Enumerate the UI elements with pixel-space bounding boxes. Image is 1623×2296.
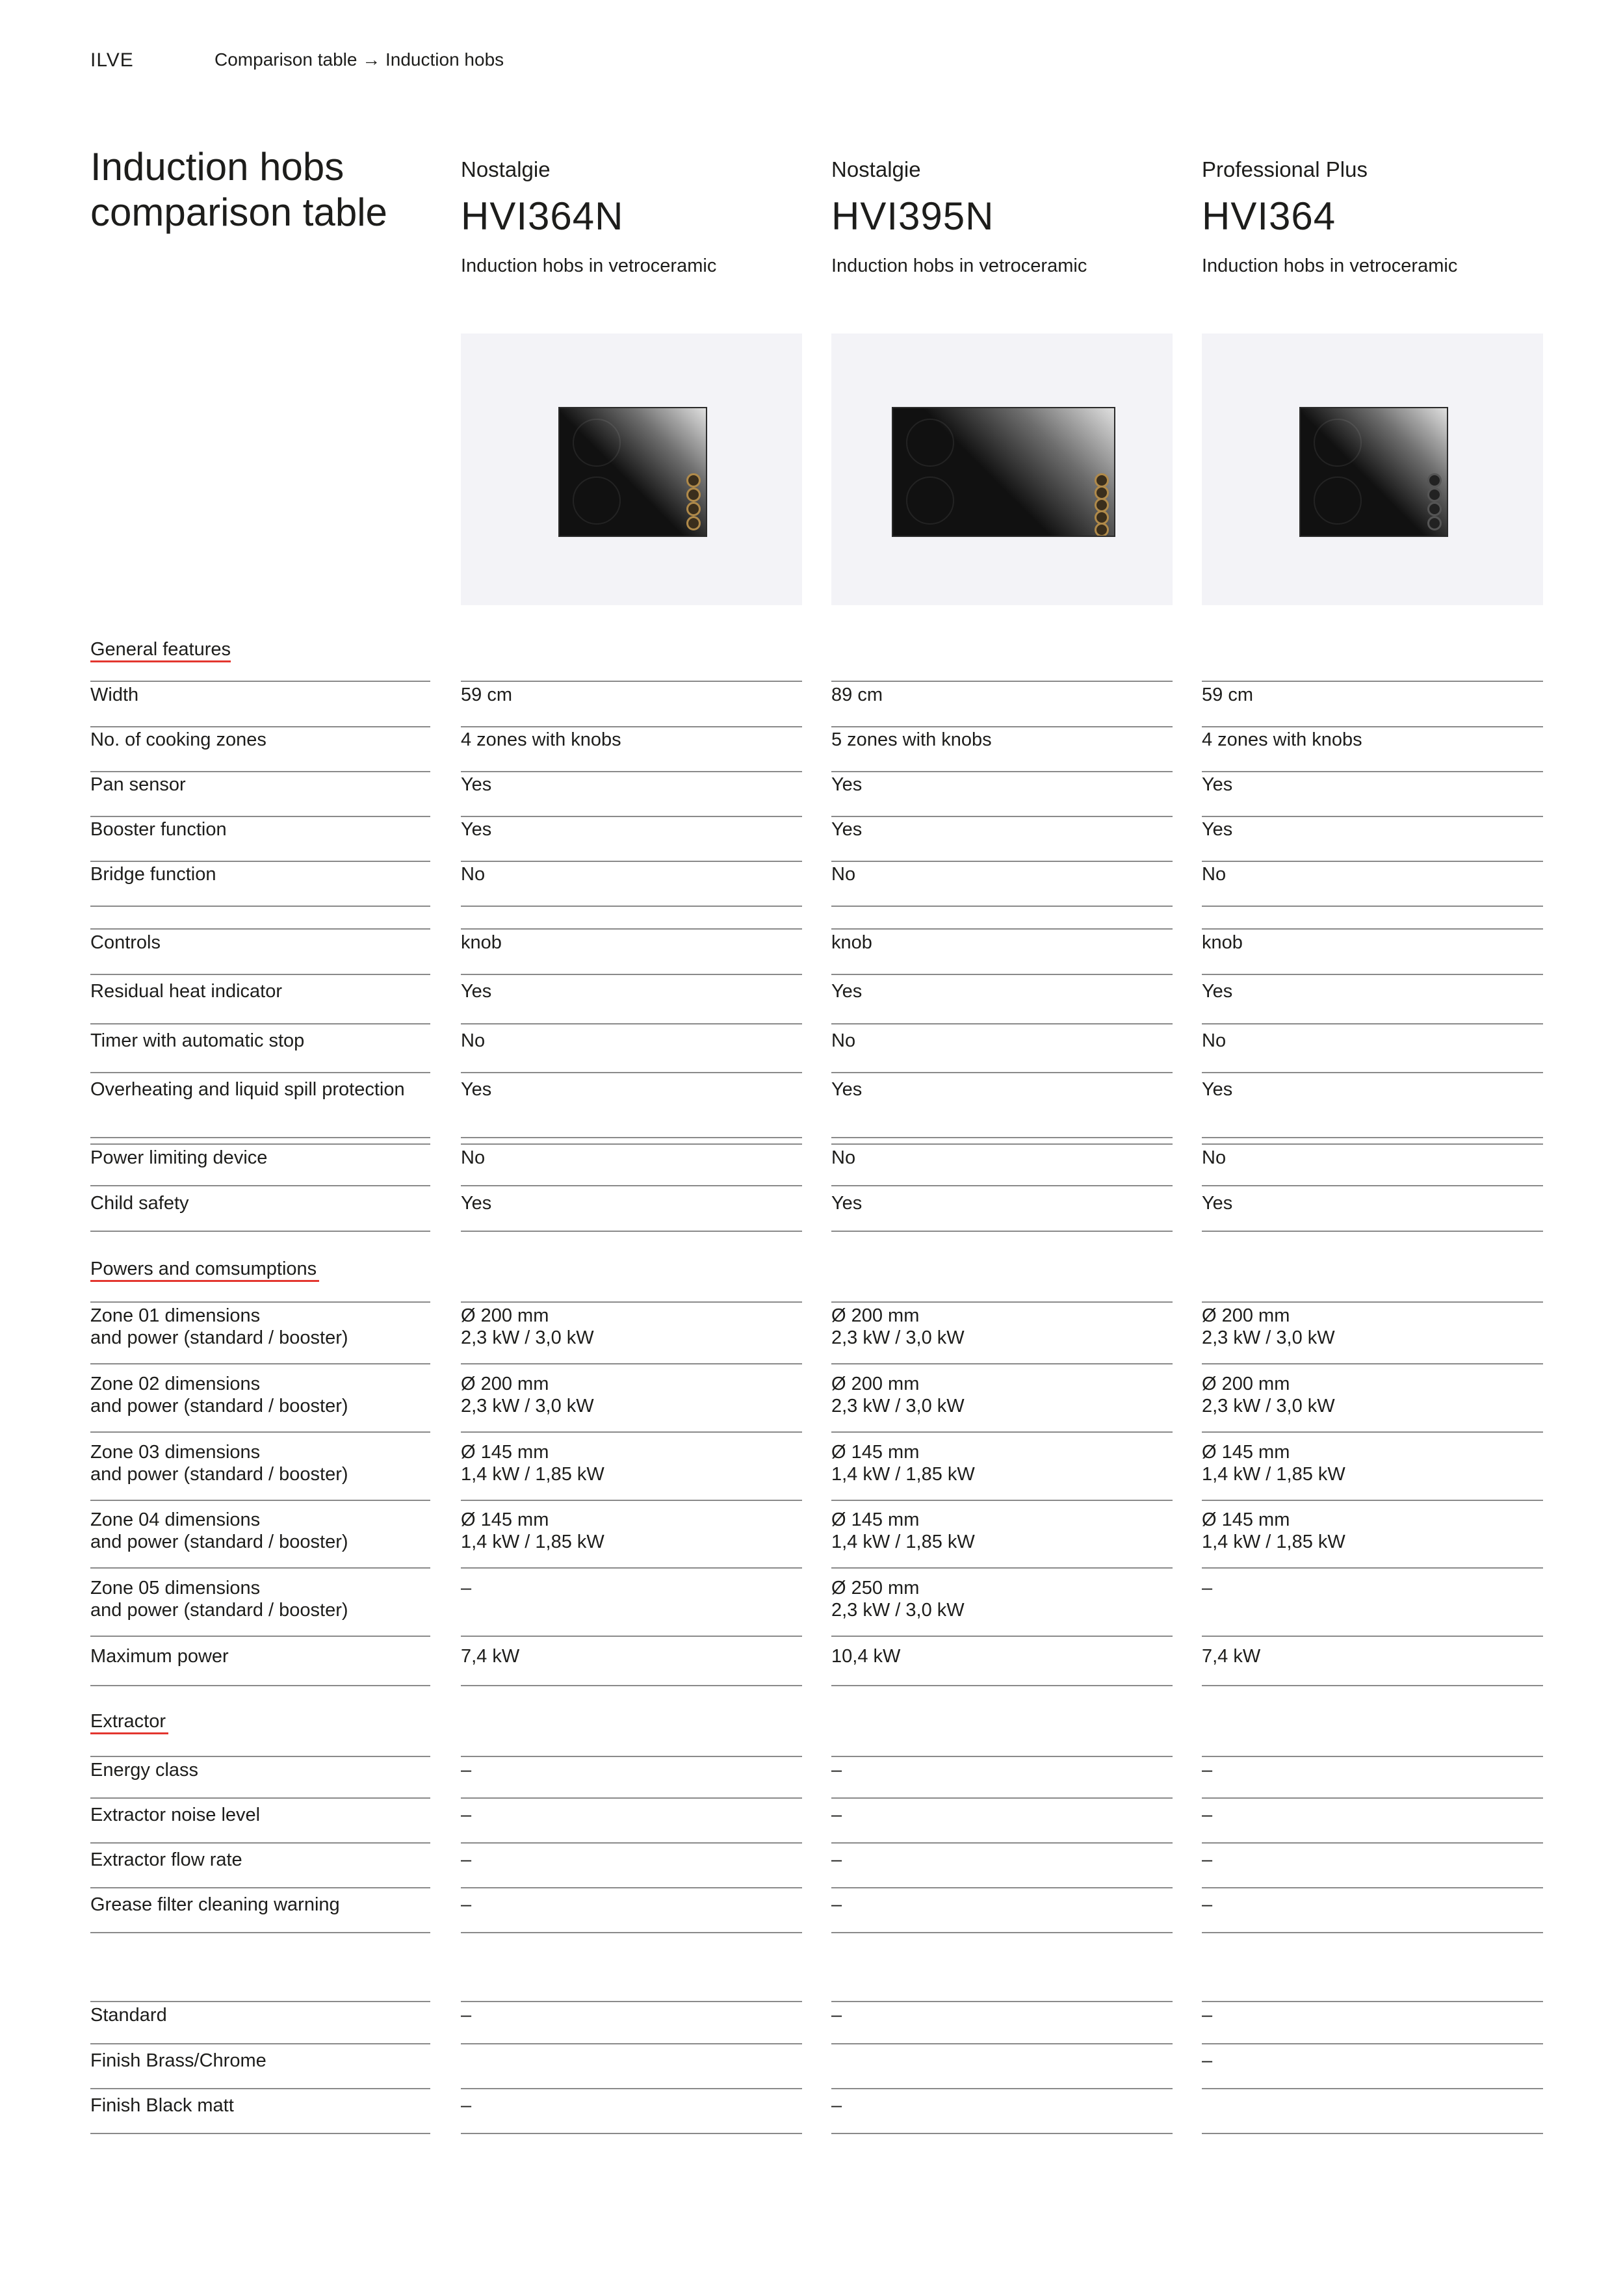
row-divider [831, 2001, 1173, 2002]
row-divider [90, 2088, 430, 2089]
row-divider [831, 906, 1173, 907]
control-knob-icon [686, 516, 701, 530]
table-cell: – [461, 1578, 472, 1598]
table-cell: Yes [831, 774, 863, 795]
table-cell: Yes [831, 1079, 863, 1100]
row-divider [461, 1431, 802, 1433]
row-divider [1202, 928, 1543, 930]
row-divider [1202, 1431, 1543, 1433]
section-underline [90, 1280, 319, 1282]
table-cell: Yes [461, 774, 492, 795]
row-divider [1202, 1797, 1543, 1799]
row-divider [90, 1363, 430, 1364]
row-divider [831, 1567, 1173, 1569]
table-cell: knob [1202, 932, 1243, 953]
table-cell: – [1202, 1760, 1213, 1781]
row-divider [831, 2043, 1173, 2044]
table-cell: – [461, 2005, 472, 2026]
cooking-zone-icon [573, 476, 621, 525]
control-knob-icon [1427, 488, 1442, 502]
product-description: Induction hobs in vetroceramic [831, 255, 1087, 276]
cooking-zone-icon [1314, 476, 1362, 525]
control-knob-icon [1427, 516, 1442, 530]
product-model: HVI364 [1202, 194, 1336, 238]
section-underline [90, 660, 231, 662]
row-divider [831, 1431, 1173, 1433]
table-cell: – [1202, 2050, 1213, 2071]
row-label: Grease filter cleaning warning [90, 1894, 340, 1915]
row-divider [461, 1685, 802, 1686]
row-divider [1202, 1932, 1543, 1933]
table-cell: Ø 145 mm 1,4 kW / 1,85 kW [1202, 1442, 1345, 1485]
table-cell: Yes [461, 1079, 492, 1100]
table-cell: – [831, 1894, 842, 1915]
page-title-line2: comparison table [90, 190, 387, 234]
row-label: Residual heat indicator [90, 981, 283, 1002]
product-description: Induction hobs in vetroceramic [1202, 255, 1458, 276]
row-divider [90, 1636, 430, 1637]
row-divider [90, 1431, 430, 1433]
control-knob-icon [686, 488, 701, 502]
table-cell: Yes [831, 1193, 863, 1214]
control-knob-icon [686, 502, 701, 516]
row-divider [831, 681, 1173, 682]
row-divider [461, 1301, 802, 1303]
row-divider [1202, 861, 1543, 862]
row-label: Child safety [90, 1193, 189, 1214]
table-cell: Yes [1202, 1079, 1233, 1100]
table-cell: – [831, 1849, 842, 1870]
table-cell: knob [831, 932, 872, 953]
row-divider [461, 928, 802, 930]
table-cell: No [461, 1147, 486, 1168]
table-cell: Ø 200 mm 2,3 kW / 3,0 kW [461, 1374, 594, 1416]
table-cell: Ø 200 mm 2,3 kW / 3,0 kW [831, 1374, 965, 1416]
row-divider [90, 681, 430, 682]
row-divider [831, 928, 1173, 930]
row-divider [831, 1023, 1173, 1024]
table-cell: Yes [1202, 774, 1233, 795]
row-divider [1202, 974, 1543, 975]
induction-hob-illustration [892, 407, 1115, 537]
table-cell: No [831, 864, 856, 885]
table-cell: – [831, 1805, 842, 1825]
table-cell: No [1202, 1030, 1227, 1051]
row-divider [831, 1143, 1173, 1145]
table-cell: – [461, 1805, 472, 1825]
table-cell: Yes [1202, 981, 1233, 1002]
cooking-zone-icon [1314, 419, 1362, 467]
row-divider [90, 1932, 430, 1933]
row-divider [831, 726, 1173, 727]
product-image [1202, 333, 1543, 605]
breadcrumb[interactable]: Comparison table → Induction hobs [214, 49, 504, 70]
table-cell: Ø 145 mm 1,4 kW / 1,85 kW [461, 1442, 604, 1485]
page-title [90, 144, 454, 235]
table-cell: No [461, 864, 486, 885]
brand-logo: ILVE [90, 49, 134, 71]
row-divider [1202, 2133, 1543, 2134]
row-divider [1202, 1500, 1543, 1501]
row-divider [831, 1072, 1173, 1073]
row-divider [461, 2133, 802, 2134]
row-label: Booster function [90, 819, 227, 840]
table-cell: Ø 200 mm 2,3 kW / 3,0 kW [831, 1305, 965, 1348]
table-cell: – [831, 2095, 842, 2116]
row-divider [90, 1797, 430, 1799]
section-heading: Powers and comsumptions [90, 1259, 317, 1279]
induction-hob-illustration [1299, 407, 1448, 537]
row-divider [90, 974, 430, 975]
row-label: Bridge function [90, 864, 216, 885]
row-label: Timer with automatic stop [90, 1030, 305, 1051]
cooking-zone-icon [573, 419, 621, 467]
table-cell: No [1202, 864, 1227, 885]
table-cell: Yes [461, 819, 492, 840]
table-cell: Yes [461, 1193, 492, 1214]
row-divider [831, 1301, 1173, 1303]
row-divider [461, 1500, 802, 1501]
table-cell: 7,4 kW [461, 1646, 520, 1667]
table-cell: – [461, 1849, 472, 1870]
product-model: HVI395N [831, 194, 994, 238]
row-divider [461, 906, 802, 907]
row-divider [461, 1072, 802, 1073]
cooking-zone-icon [906, 476, 954, 525]
table-cell: 7,4 kW [1202, 1646, 1261, 1667]
section-underline [90, 1732, 168, 1734]
row-divider [90, 1887, 430, 1888]
row-divider [90, 726, 430, 727]
row-divider [1202, 1636, 1543, 1637]
row-divider [1202, 2043, 1543, 2044]
table-cell: 59 cm [461, 685, 512, 705]
row-divider [90, 1185, 430, 1186]
row-divider [461, 861, 802, 862]
table-cell: Ø 145 mm 1,4 kW / 1,85 kW [1202, 1509, 1345, 1552]
row-divider [90, 2043, 430, 2044]
product-series: Nostalgie [461, 157, 551, 181]
table-cell: Ø 145 mm 1,4 kW / 1,85 kW [461, 1509, 604, 1552]
table-cell: – [1202, 1578, 1213, 1598]
row-divider [90, 1143, 430, 1145]
row-divider [461, 1636, 802, 1637]
cooking-zone-icon [906, 419, 954, 467]
section-heading: General features [90, 639, 231, 660]
row-divider [1202, 1842, 1543, 1844]
row-label: Extractor flow rate [90, 1849, 242, 1870]
row-label: Zone 04 dimensions and power (standard / booster) [90, 1509, 348, 1552]
row-divider [1202, 816, 1543, 817]
table-cell: Yes [1202, 819, 1233, 840]
row-divider [1202, 1185, 1543, 1186]
control-knob-icon [1095, 523, 1109, 537]
control-knob-icon [1427, 473, 1442, 488]
row-divider [90, 1023, 430, 1024]
row-divider [831, 771, 1173, 772]
table-cell: – [831, 1760, 842, 1781]
row-divider [1202, 906, 1543, 907]
row-divider [1202, 1756, 1543, 1757]
row-label: Zone 05 dimensions and power (standard / booster) [90, 1578, 348, 1621]
row-divider [831, 1363, 1173, 1364]
row-divider [831, 2088, 1173, 2089]
row-divider [831, 1756, 1173, 1757]
product-image [461, 333, 802, 605]
row-divider [831, 974, 1173, 975]
row-divider [1202, 2088, 1543, 2089]
row-label: Standard [90, 2005, 167, 2026]
row-divider [461, 816, 802, 817]
row-divider [90, 1842, 430, 1844]
table-cell: 4 zones with knobs [461, 729, 621, 750]
row-divider [461, 1185, 802, 1186]
row-divider [461, 2001, 802, 2002]
row-divider [90, 1685, 430, 1686]
row-divider [90, 2133, 430, 2134]
row-divider [90, 906, 430, 907]
row-label: Zone 02 dimensions and power (standard / booster) [90, 1374, 348, 1416]
table-cell: – [461, 1894, 472, 1915]
row-divider [1202, 1685, 1543, 1686]
row-divider [90, 1231, 430, 1232]
row-divider [461, 1143, 802, 1145]
table-cell: Yes [831, 981, 863, 1002]
table-cell: Yes [1202, 1193, 1233, 1214]
product-series: Nostalgie [831, 157, 921, 181]
row-divider [831, 1185, 1173, 1186]
row-divider [90, 1072, 430, 1073]
table-cell: Ø 200 mm 2,3 kW / 3,0 kW [461, 1305, 594, 1348]
row-divider [461, 2043, 802, 2044]
row-divider [831, 1500, 1173, 1501]
induction-hob-illustration [558, 407, 707, 537]
row-divider [90, 1500, 430, 1501]
row-label: Power limiting device [90, 1147, 268, 1168]
row-divider [461, 1363, 802, 1364]
row-divider [461, 1932, 802, 1933]
row-divider [831, 1932, 1173, 1933]
row-divider [461, 1756, 802, 1757]
row-label: Finish Black matt [90, 2095, 234, 2116]
table-cell: 10,4 kW [831, 1646, 901, 1667]
row-label: Maximum power [90, 1646, 229, 1667]
row-label: Zone 01 dimensions and power (standard / booster) [90, 1305, 348, 1348]
product-series: Professional Plus [1202, 157, 1368, 181]
row-divider [1202, 1072, 1543, 1073]
row-divider [90, 771, 430, 772]
table-cell: – [831, 2005, 842, 2026]
table-cell: knob [461, 932, 502, 953]
row-divider [1202, 1143, 1543, 1145]
product-model: HVI364N [461, 194, 624, 238]
table-cell: No [1202, 1147, 1227, 1168]
table-cell: – [1202, 1805, 1213, 1825]
row-divider [831, 1685, 1173, 1686]
table-cell: 89 cm [831, 685, 883, 705]
table-cell: Ø 200 mm 2,3 kW / 3,0 kW [1202, 1305, 1335, 1348]
row-divider [1202, 1137, 1543, 1138]
row-divider [461, 1023, 802, 1024]
row-divider [90, 816, 430, 817]
row-label: Finish Brass/Chrome [90, 2050, 266, 2071]
row-divider [461, 1842, 802, 1844]
table-cell: 59 cm [1202, 685, 1253, 705]
row-label: Controls [90, 932, 161, 953]
table-cell: Ø 250 mm 2,3 kW / 3,0 kW [831, 1578, 965, 1621]
row-divider [831, 1797, 1173, 1799]
row-divider [831, 1887, 1173, 1888]
row-label: Width [90, 685, 139, 705]
table-cell: Ø 145 mm 1,4 kW / 1,85 kW [831, 1442, 975, 1485]
table-cell: – [1202, 2005, 1213, 2026]
row-divider [1202, 1363, 1543, 1364]
table-cell: No [831, 1030, 856, 1051]
row-label: Extractor noise level [90, 1805, 261, 1825]
table-cell: Yes [831, 819, 863, 840]
row-divider [461, 726, 802, 727]
table-cell: Yes [461, 981, 492, 1002]
row-divider [831, 2133, 1173, 2134]
row-divider [461, 974, 802, 975]
row-divider [831, 861, 1173, 862]
row-divider [1202, 771, 1543, 772]
row-divider [90, 928, 430, 930]
table-cell: Ø 200 mm 2,3 kW / 3,0 kW [1202, 1374, 1335, 1416]
row-label: Pan sensor [90, 774, 186, 795]
row-label: Energy class [90, 1760, 199, 1781]
page-title-line1: Induction hobs [90, 145, 344, 189]
row-divider [90, 1567, 430, 1569]
row-divider [90, 861, 430, 862]
row-divider [1202, 726, 1543, 727]
table-cell: – [461, 2095, 472, 2116]
row-divider [461, 1137, 802, 1138]
row-divider [1202, 1023, 1543, 1024]
table-cell: No [461, 1030, 486, 1051]
row-label: No. of cooking zones [90, 729, 266, 750]
row-divider [831, 816, 1173, 817]
row-divider [90, 1301, 430, 1303]
row-divider [831, 1137, 1173, 1138]
row-divider [461, 771, 802, 772]
product-description: Induction hobs in vetroceramic [461, 255, 717, 276]
table-cell: 4 zones with knobs [1202, 729, 1362, 750]
row-divider [1202, 1567, 1543, 1569]
row-divider [90, 1137, 430, 1138]
row-divider [90, 2001, 430, 2002]
row-label: Overheating and liquid spill protection [90, 1079, 405, 1100]
table-cell: – [461, 1760, 472, 1781]
row-divider [90, 1756, 430, 1757]
table-cell: – [1202, 1849, 1213, 1870]
row-divider [461, 681, 802, 682]
section-heading: Extractor [90, 1711, 166, 1732]
table-cell: No [831, 1147, 856, 1168]
table-cell: Ø 145 mm 1,4 kW / 1,85 kW [831, 1509, 975, 1552]
row-divider [461, 1567, 802, 1569]
row-divider [831, 1842, 1173, 1844]
row-divider [1202, 2001, 1543, 2002]
control-knob-icon [1427, 502, 1442, 516]
row-divider [831, 1231, 1173, 1232]
row-label: Zone 03 dimensions and power (standard / booster) [90, 1442, 348, 1485]
control-knob-icon [686, 473, 701, 488]
row-divider [831, 1636, 1173, 1637]
row-divider [1202, 1887, 1543, 1888]
row-divider [461, 1887, 802, 1888]
table-cell: – [1202, 1894, 1213, 1915]
table-cell: 5 zones with knobs [831, 729, 992, 750]
row-divider [461, 1797, 802, 1799]
row-divider [1202, 681, 1543, 682]
row-divider [461, 2088, 802, 2089]
row-divider [1202, 1231, 1543, 1232]
product-image [831, 333, 1173, 605]
row-divider [461, 1231, 802, 1232]
row-divider [1202, 1301, 1543, 1303]
